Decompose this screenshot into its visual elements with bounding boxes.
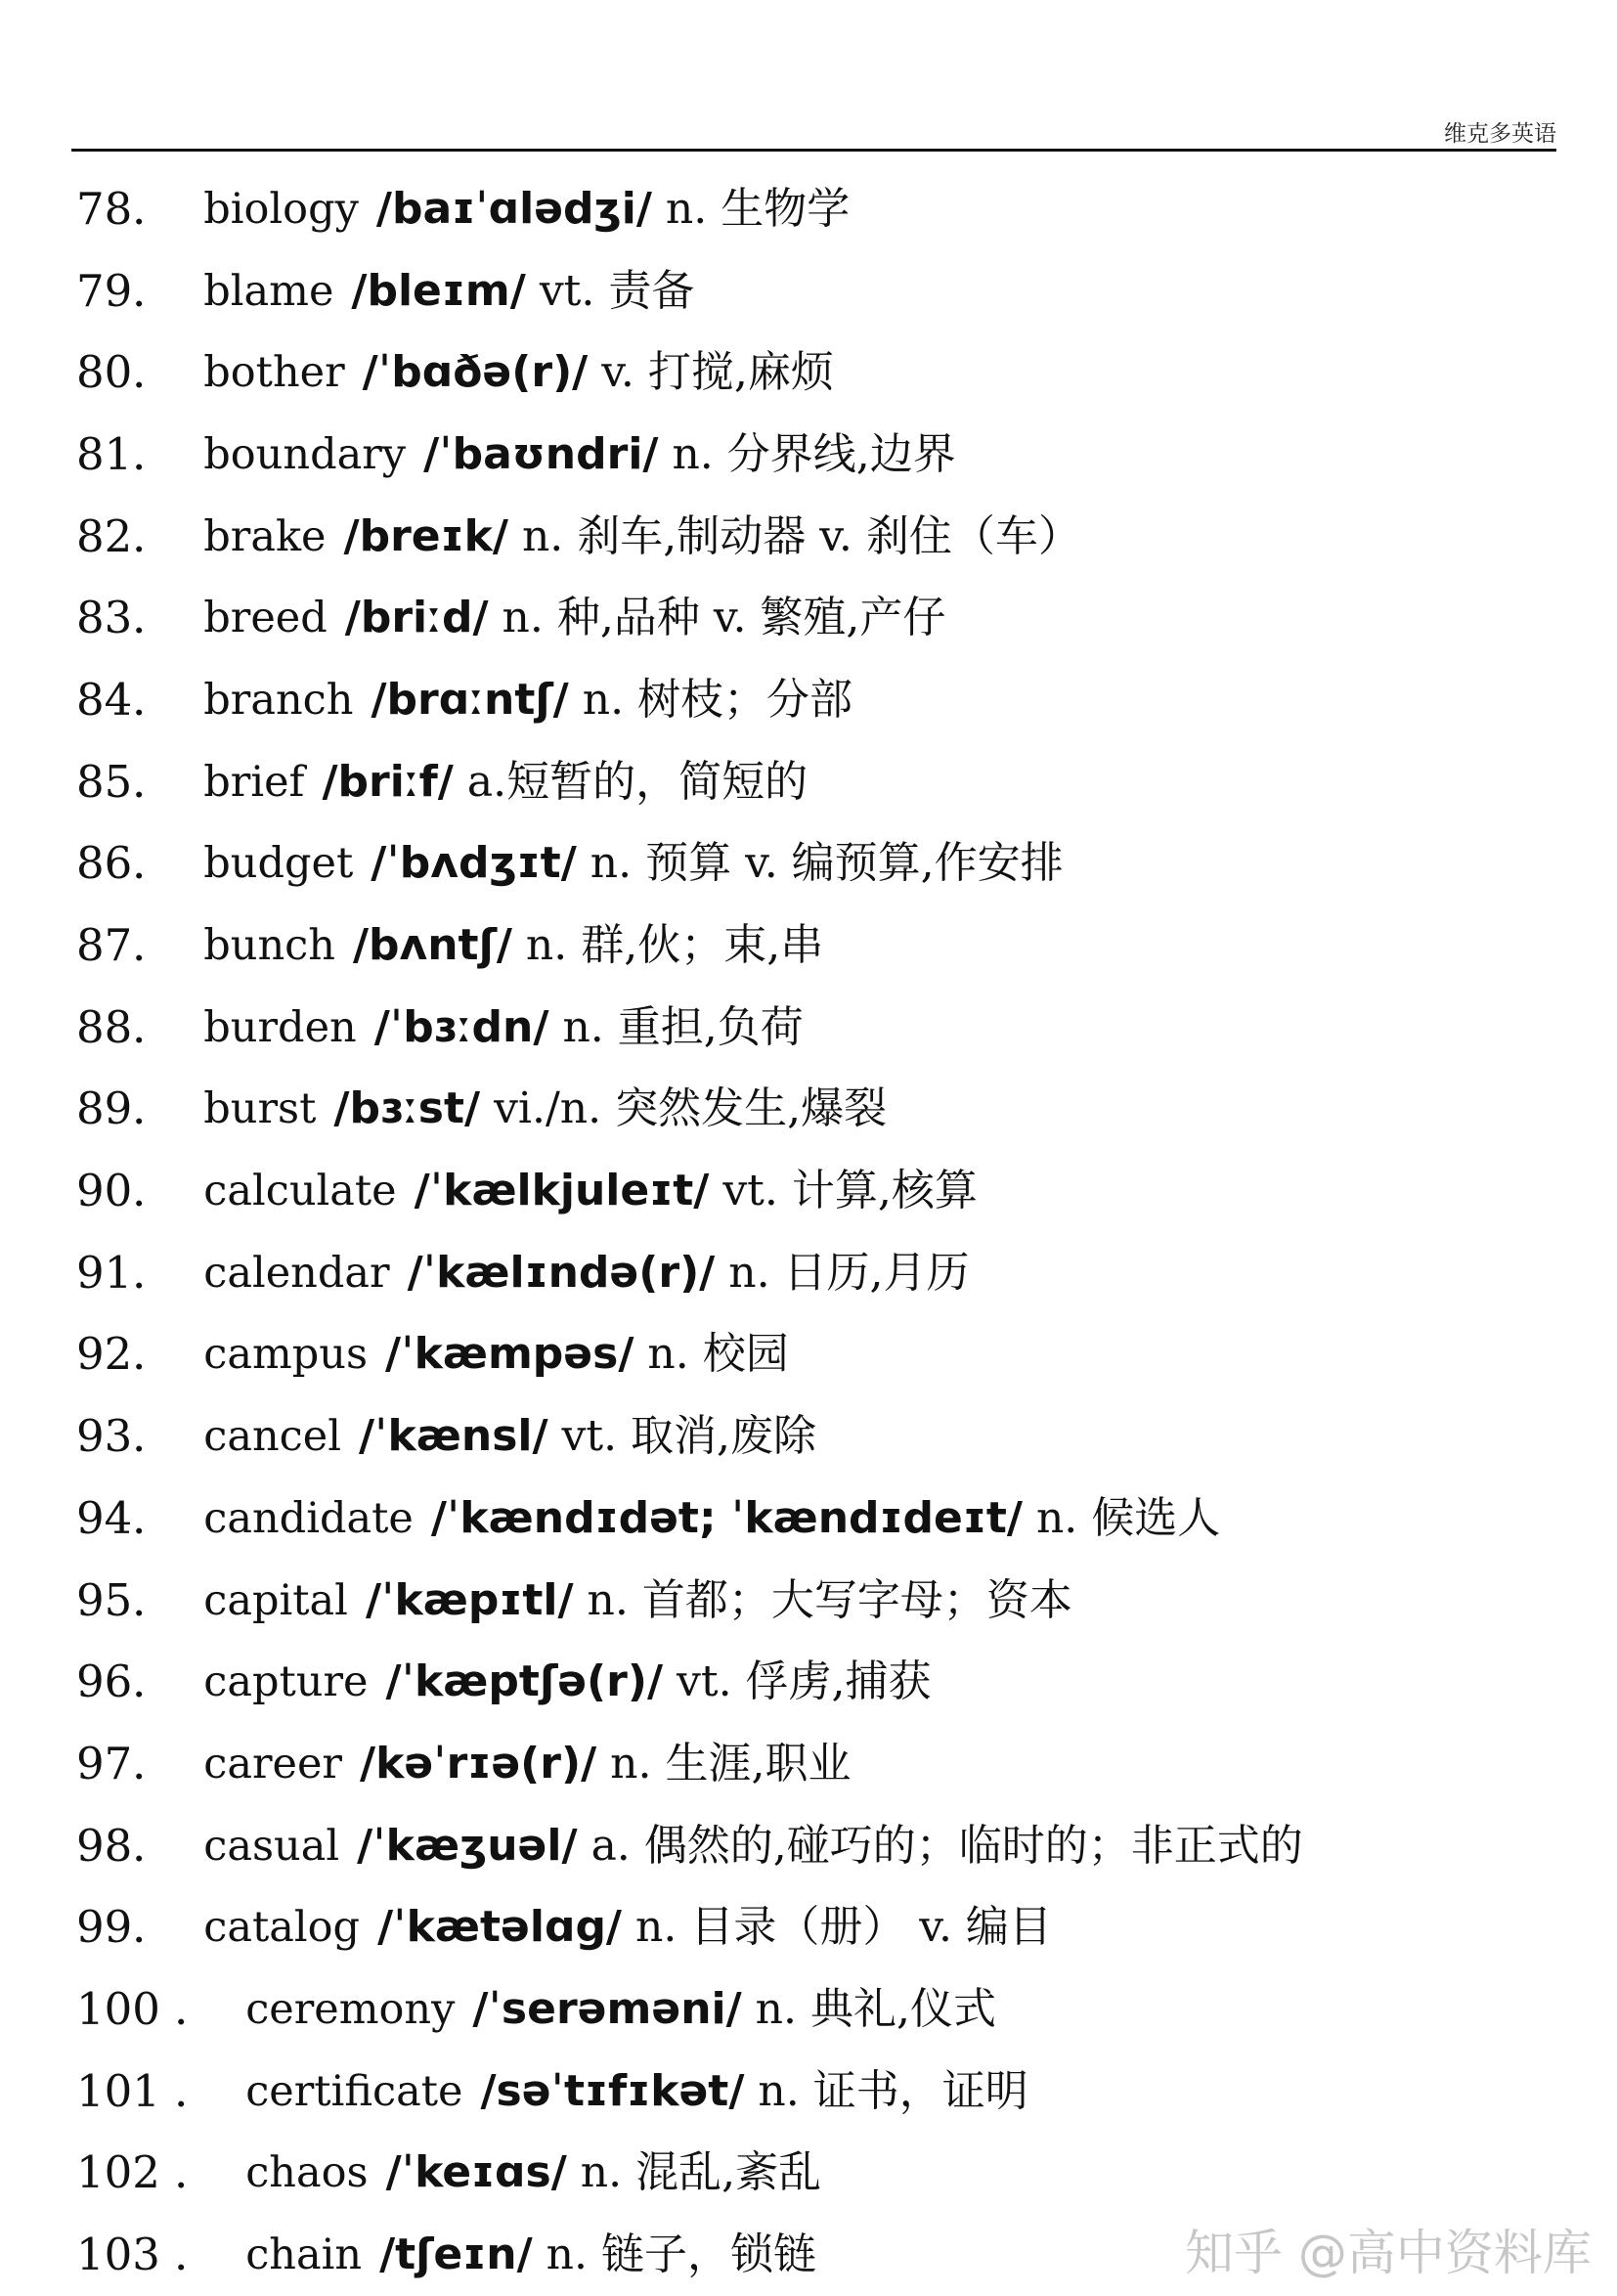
vocab-entry xyxy=(76,1968,1562,2051)
entry-word: chaos xyxy=(245,2148,369,2198)
entry-number: 103 ． xyxy=(76,2229,219,2281)
entry-word: chain xyxy=(245,2230,363,2280)
vocab-entry xyxy=(76,2133,1562,2215)
entry-definition: vi./n. 突然发生,爆裂 xyxy=(494,1083,888,1134)
entry-number: 83． xyxy=(76,592,177,644)
entry-number: 80． xyxy=(76,346,177,399)
vocab-entry xyxy=(76,1069,1562,1151)
entry-phonetic: /ˈkætəlɑg/ xyxy=(377,1902,623,1953)
entry-phonetic: /ˈkæʒuəl/ xyxy=(357,1820,578,1871)
entry-word: cancel xyxy=(203,1412,341,1462)
entry-number: 85． xyxy=(76,755,177,808)
entry-number: 78． xyxy=(76,182,177,235)
entry-number: 92． xyxy=(76,1328,177,1381)
entry-number: 82． xyxy=(76,509,177,562)
entry-phonetic: /ˈkeɪɑs/ xyxy=(385,2147,567,2198)
entry-word: burden xyxy=(203,1002,357,1052)
entry-phonetic: /bɜːst/ xyxy=(333,1083,481,1134)
vocab-entry xyxy=(76,987,1562,1069)
vocab-entry xyxy=(76,1232,1562,1314)
entry-definition: n. 候选人 xyxy=(1035,1492,1221,1543)
vocab-entry xyxy=(76,659,1562,741)
entry-definition: n. 证书，证明 xyxy=(758,2065,1028,2116)
vocab-entry xyxy=(76,331,1562,414)
entry-phonetic: /ˈkænsl/ xyxy=(358,1411,548,1462)
entry-word: capture xyxy=(203,1657,369,1707)
entry-phonetic: /ˈkælkjuleɪt/ xyxy=(414,1166,710,1216)
entry-definition: n. 预算 v. 编预算,作安排 xyxy=(590,838,1064,889)
entry-phonetic: /ˈbɑðə(r)/ xyxy=(362,347,589,398)
entry-word: certificate xyxy=(245,2066,463,2116)
vocab-entry xyxy=(76,1641,1562,1723)
entry-definition: n. 日历,月历 xyxy=(728,1247,970,1298)
entry-number: 98． xyxy=(76,1819,177,1872)
entry-definition: n. 生涯,职业 xyxy=(610,1738,852,1788)
entry-definition: vt. 取消,废除 xyxy=(561,1411,817,1462)
entry-word: casual xyxy=(203,1821,340,1871)
entry-phonetic: /ˈbɜːdn/ xyxy=(373,1001,549,1052)
entry-word: brake xyxy=(203,511,327,561)
entry-phonetic: /kəˈrɪə(r)/ xyxy=(360,1738,597,1788)
entry-definition: v. 打搅,麻烦 xyxy=(601,347,834,398)
vocab-entry xyxy=(76,577,1562,659)
entry-phonetic: /səˈtɪfɪkət/ xyxy=(480,2065,745,2116)
entry-number: 100 ． xyxy=(76,1982,219,2035)
entry-word: candidate xyxy=(203,1493,414,1543)
entry-number: 97． xyxy=(76,1737,177,1789)
entry-number: 93． xyxy=(76,1410,177,1463)
entry-word: budget xyxy=(203,839,354,889)
entry-number: 102 ． xyxy=(76,2146,219,2199)
vocab-entry xyxy=(76,168,1562,250)
entry-definition: n. 重担,负荷 xyxy=(562,1001,804,1052)
header-label: 维克多英语 xyxy=(1444,121,1556,147)
entry-definition: n. 首都；大写字母；资本 xyxy=(587,1574,1072,1625)
entry-definition: vt. 计算,核算 xyxy=(722,1166,978,1216)
entry-number: 99． xyxy=(76,1901,177,1954)
entry-word: bunch xyxy=(203,921,335,971)
vocab-entry xyxy=(76,1886,1562,1968)
vocabulary-list xyxy=(76,168,1562,2296)
entry-definition: a.短暂的，简短的 xyxy=(466,756,808,807)
entry-definition: n. 群,伙；束,串 xyxy=(525,920,824,971)
entry-word: calculate xyxy=(203,1167,397,1216)
entry-word: blame xyxy=(203,266,334,316)
vocab-entry xyxy=(76,1314,1562,1396)
entry-word: branch xyxy=(203,675,354,725)
entry-phonetic: /ˈbaʊndri/ xyxy=(423,428,659,479)
entry-definition: n. 树枝；分部 xyxy=(582,674,853,725)
entry-word: catalog xyxy=(203,1903,361,1953)
entry-word: breed xyxy=(203,594,328,643)
entry-definition: n. 分界线,边界 xyxy=(672,428,956,479)
vocab-entry xyxy=(76,1560,1562,1642)
entry-word: brief xyxy=(203,757,305,807)
entry-number: 95． xyxy=(76,1573,177,1626)
entry-definition: n. 生物学 xyxy=(665,183,851,234)
entry-phonetic: /bʌntʃ/ xyxy=(352,920,512,971)
entry-word: ceremony xyxy=(245,1984,456,2034)
entry-word: capital xyxy=(203,1575,348,1625)
entry-phonetic: /briːd/ xyxy=(344,593,489,643)
entry-word: boundary xyxy=(203,429,407,479)
vocab-entry xyxy=(76,414,1562,496)
entry-word: campus xyxy=(203,1330,369,1380)
entry-definition: n. 混乱,紊乱 xyxy=(580,2147,822,2198)
entry-phonetic: /ˈbʌdʒɪt/ xyxy=(371,838,577,889)
vocab-entry xyxy=(76,823,1562,905)
entry-word: bother xyxy=(203,348,345,398)
entry-phonetic: /briːf/ xyxy=(322,756,454,807)
vocab-entry xyxy=(76,1478,1562,1560)
entry-number: 81． xyxy=(76,427,177,480)
entry-definition: n. 校园 xyxy=(647,1329,789,1380)
vocab-entry xyxy=(76,496,1562,578)
vocab-entry xyxy=(76,1150,1562,1232)
header-divider xyxy=(71,149,1556,152)
entry-number: 96． xyxy=(76,1656,177,1708)
entry-number: 84． xyxy=(76,673,177,726)
entry-phonetic: /ˈkændɪdət; ˈkændɪdeɪt/ xyxy=(430,1492,1023,1543)
vocab-entry xyxy=(76,2051,1562,2133)
entry-word: biology xyxy=(203,184,359,234)
entry-phonetic: /brɑːntʃ/ xyxy=(371,674,569,725)
entry-phonetic: /ˈkæptʃə(r)/ xyxy=(385,1656,664,1707)
vocab-entry xyxy=(76,250,1562,332)
entry-number: 90． xyxy=(76,1165,177,1217)
entry-definition: n. 种,品种 v. 繁殖,产仔 xyxy=(502,593,946,643)
vocab-entry xyxy=(76,1805,1562,1887)
entry-number: 101 ． xyxy=(76,2064,219,2117)
entry-definition: n. 典礼,仪式 xyxy=(755,1983,996,2034)
vocab-entry xyxy=(76,905,1562,987)
entry-number: 89． xyxy=(76,1082,177,1135)
entry-number: 87． xyxy=(76,919,177,972)
entry-phonetic: /ˈserəməni/ xyxy=(472,1983,742,2034)
vocab-entry xyxy=(76,741,1562,823)
entry-word: calendar xyxy=(203,1248,390,1298)
entry-phonetic: /ˈkæmpəs/ xyxy=(385,1329,634,1380)
entry-phonetic: /ˈkæpɪtl/ xyxy=(365,1574,574,1625)
vocab-entry xyxy=(76,1723,1562,1805)
entry-number: 88． xyxy=(76,1000,177,1053)
entry-definition: vt. 责备 xyxy=(539,265,695,316)
entry-phonetic: /tʃeɪn/ xyxy=(379,2230,533,2280)
entry-phonetic: /ˈkælɪndə(r)/ xyxy=(407,1247,716,1298)
entry-word: burst xyxy=(203,1084,317,1134)
entry-number: 91． xyxy=(76,1246,177,1299)
entry-definition: n. 刹车,制动器 v. 刹住（车） xyxy=(521,510,1081,561)
entry-definition: a. 偶然的,碰巧的；临时的；非正式的 xyxy=(590,1820,1303,1871)
entry-phonetic: /bleɪm/ xyxy=(351,265,526,316)
entry-definition: n. 链子，锁链 xyxy=(546,2230,816,2280)
entry-definition: n. 目录（册） v. 编目 xyxy=(635,1902,1052,1953)
entry-phonetic: /breɪk/ xyxy=(343,510,508,561)
entry-number: 79． xyxy=(76,264,177,317)
vocab-entry xyxy=(76,1395,1562,1478)
watermark: 知乎 @高中资料库 xyxy=(1185,2225,1592,2281)
entry-number: 86． xyxy=(76,837,177,890)
entry-definition: vt. 俘虏,捕获 xyxy=(677,1656,932,1707)
entry-number: 94． xyxy=(76,1491,177,1544)
entry-phonetic: /baɪˈɑlədʒi/ xyxy=(375,183,652,234)
entry-word: career xyxy=(203,1739,342,1788)
